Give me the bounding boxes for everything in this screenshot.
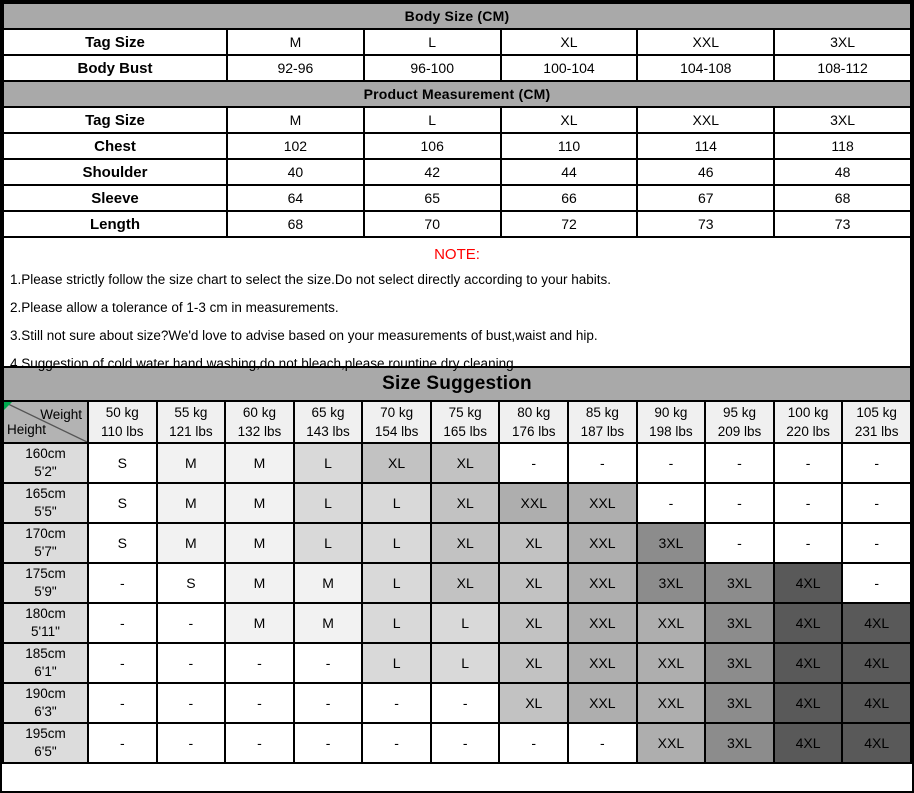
size-cell: XL [499,603,568,643]
weight-kg: 70 kg [380,405,414,420]
size-cell: - [88,643,157,683]
size-cell: XL [499,523,568,563]
size-cell: - [568,443,637,483]
weight-kg: 100 kg [787,405,829,420]
size-suggestion-title: Size Suggestion [3,367,911,401]
height-label [3,643,88,683]
size-cell: - [842,523,911,563]
weight-lbs: 220 lbs [786,424,830,439]
size-suggestion-row [3,603,911,643]
spec-value: 46 [637,159,774,185]
size-cell: - [705,483,774,523]
spec-value: M [227,107,364,133]
size-cell: - [157,603,226,643]
weight-header-cell [225,401,294,443]
size-cell: M [157,483,226,523]
height-label [3,443,88,483]
size-cell: - [88,603,157,643]
weight-header-cell [157,401,226,443]
spec-value: 100-104 [501,55,638,81]
size-cell: - [774,483,843,523]
size-cell: - [842,443,911,483]
size-cell: XXL [568,523,637,563]
size-suggestion-row [3,683,911,723]
size-cell: XXL [568,483,637,523]
section-header-row [3,81,911,107]
height-label [3,483,88,523]
size-cell: - [225,683,294,723]
size-cell: - [225,643,294,683]
spec-value: 70 [364,211,501,237]
note-item: 3.Still not sure about size?We'd love to advise based on your measurements of bust,waist and hip. [10,328,598,343]
row-label: Tag Size [3,107,227,133]
spec-value: 68 [227,211,364,237]
size-cell: S [88,483,157,523]
size-cell: - [88,563,157,603]
size-cell: M [225,563,294,603]
weight-header-cell [88,401,157,443]
size-cell: 3XL [705,723,774,763]
size-cell: - [362,723,431,763]
product-measurement-table [2,80,912,238]
size-suggestion-row [3,523,911,563]
spec-row [3,29,911,55]
weight-lbs: 187 lbs [580,424,625,439]
height-cm: 160cm [25,446,66,461]
size-cell: - [637,443,706,483]
weight-header-cell [774,401,843,443]
spec-value: 110 [501,133,638,159]
height-imperial: 6'5" [34,744,57,759]
note-title: NOTE: [434,246,480,263]
size-cell: M [157,443,226,483]
spec-value: 3XL [774,29,911,55]
size-cell: XXL [568,603,637,643]
spec-value: 73 [637,211,774,237]
spec-value: 106 [364,133,501,159]
weight-lbs: 121 lbs [169,424,213,439]
weight-lbs: 143 lbs [306,424,350,439]
spec-value: 118 [774,133,911,159]
size-cell: XXL [637,723,706,763]
spec-value: 108-112 [774,55,911,81]
weight-kg: 65 kg [311,405,345,420]
size-cell: XXL [637,603,706,643]
spec-value: 114 [637,133,774,159]
size-cell: - [225,723,294,763]
weight-header-row [3,401,911,443]
row-label: Chest [3,133,227,159]
weight-kg: 60 kg [242,405,276,420]
height-cm: 190cm [25,686,66,701]
size-cell: XXL [499,483,568,523]
size-cell: XL [499,563,568,603]
weight-lbs: 176 lbs [511,424,556,439]
size-cell: - [157,683,226,723]
size-cell: 3XL [637,523,706,563]
spec-value: 102 [227,133,364,159]
size-cell: L [362,523,431,563]
weight-header-cell [499,401,568,443]
size-cell: S [88,443,157,483]
size-cell: L [362,643,431,683]
size-suggestion-row [3,443,911,483]
size-cell: - [637,483,706,523]
row-label: Body Bust [3,55,227,81]
weight-header-cell [362,401,431,443]
spec-value: 3XL [774,107,911,133]
section-header-row [3,3,911,29]
size-cell: 3XL [705,683,774,723]
weight-header-cell [568,401,637,443]
height-imperial: 6'3" [34,704,57,719]
weight-kg: 105 kg [856,405,897,420]
height-label [3,523,88,563]
spec-row [3,107,911,133]
size-suggestion-table [2,366,912,764]
size-cell: XXL [637,683,706,723]
height-label [3,603,88,643]
size-cell: - [294,683,363,723]
row-label: Shoulder [3,159,227,185]
height-cm: 195cm [25,726,66,741]
body-size-table [2,2,912,82]
size-cell: - [362,683,431,723]
size-cell: 4XL [774,723,843,763]
note-item: 1.Please strictly follow the size chart to select the size.Do not select directly according to your habits. [10,272,612,287]
size-cell: 4XL [842,683,911,723]
height-label [3,683,88,723]
spec-row [3,133,911,159]
spec-value: 44 [501,159,638,185]
size-cell: - [774,523,843,563]
height-imperial: 5'11" [31,624,60,639]
section-header-row [3,367,911,401]
row-label: Length [3,211,227,237]
spec-value: XXL [637,107,774,133]
spec-row [3,159,911,185]
size-cell: - [157,723,226,763]
size-cell: M [225,483,294,523]
corner-weight-label: Weight [40,407,82,422]
spec-value: 92-96 [227,55,364,81]
size-cell: - [88,723,157,763]
spec-row [3,185,911,211]
size-cell: 3XL [705,603,774,643]
spec-value: 67 [637,185,774,211]
height-imperial: 5'2" [34,464,57,479]
size-cell: L [294,523,363,563]
weight-header-cell [842,401,911,443]
size-cell: XL [431,443,500,483]
size-cell: - [499,443,568,483]
size-cell: M [225,603,294,643]
spec-value: 42 [364,159,501,185]
weight-kg: 50 kg [105,405,139,420]
size-cell: XL [499,643,568,683]
size-cell: XL [431,483,500,523]
spec-value: 66 [501,185,638,211]
note-item: 4.Suggestion of cold water hand washing,do not bleach,please rountine dry cleaning. [10,356,518,371]
weight-kg: 95 kg [722,405,756,420]
size-cell: M [225,523,294,563]
size-cell: L [362,603,431,643]
row-label: Tag Size [3,29,227,55]
spec-value: 104-108 [637,55,774,81]
height-imperial: 6'1" [34,664,57,679]
height-imperial: 5'5" [34,504,57,519]
height-cm: 180cm [25,606,66,621]
size-cell: M [294,563,363,603]
size-cell: XXL [568,643,637,683]
height-imperial: 5'9" [34,584,57,599]
size-cell: XXL [568,563,637,603]
size-cell: 4XL [774,563,843,603]
height-cm: 165cm [25,486,66,501]
size-cell: S [88,523,157,563]
note-section [2,238,912,371]
weight-lbs: 231 lbs [854,424,899,439]
size-cell: L [362,483,431,523]
size-cell: 3XL [705,643,774,683]
size-cell: - [157,643,226,683]
weight-kg: 85 kg [585,405,619,420]
weight-lbs: 132 lbs [237,424,282,439]
size-cell: XL [362,443,431,483]
size-cell: - [294,643,363,683]
product-measurement-title: Product Measurement (CM) [3,81,911,107]
green-corner-marker [4,402,12,410]
size-cell: 4XL [774,643,843,683]
body-size-title: Body Size (CM) [3,3,911,29]
size-suggestion-row [3,723,911,763]
size-cell: L [294,483,363,523]
size-cell: L [431,603,500,643]
size-suggestion-row [3,563,911,603]
spec-value: 64 [227,185,364,211]
size-cell: XL [431,563,500,603]
size-cell: 4XL [842,603,911,643]
size-cell: 3XL [705,563,774,603]
spec-value: 73 [774,211,911,237]
size-cell: XL [431,523,500,563]
spec-value: 65 [364,185,501,211]
height-cm: 175cm [25,566,66,581]
size-cell: - [431,683,500,723]
weight-header-cell [431,401,500,443]
size-cell: - [842,563,911,603]
size-cell: XXL [637,643,706,683]
spec-value: XL [501,29,638,55]
spec-value: L [364,107,501,133]
weight-header-cell [705,401,774,443]
spec-row [3,211,911,237]
weight-lbs: 165 lbs [443,424,487,439]
weight-lbs: 209 lbs [717,424,762,439]
size-cell: S [157,563,226,603]
size-cell: - [842,483,911,523]
size-cell: - [499,723,568,763]
row-label: Sleeve [3,185,227,211]
spec-value: L [364,29,501,55]
spec-value: M [227,29,364,55]
spec-value: 48 [774,159,911,185]
size-suggestion-row [3,643,911,683]
size-cell: 4XL [842,723,911,763]
size-cell: - [705,523,774,563]
weight-lbs: 154 lbs [374,424,419,439]
weight-lbs: 110 lbs [101,424,144,439]
size-suggestion-row [3,483,911,523]
size-cell: 4XL [774,603,843,643]
size-cell: - [88,683,157,723]
weight-kg: 55 kg [174,405,208,420]
size-cell: XL [499,683,568,723]
size-cell: - [431,723,500,763]
height-label [3,723,88,763]
spec-value: 40 [227,159,364,185]
note-list [10,272,904,371]
spec-row [3,55,911,81]
size-cell: M [294,603,363,643]
weight-lbs: 198 lbs [649,424,693,439]
height-cm: 170cm [25,526,66,541]
spec-value: XL [501,107,638,133]
note-item: 2.Please allow a tolerance of 1-3 cm in measurements. [10,300,339,315]
size-cell: M [157,523,226,563]
weight-kg: 80 kg [517,405,551,420]
spec-value: 96-100 [364,55,501,81]
size-cell: - [705,443,774,483]
size-cell: 4XL [774,683,843,723]
size-cell: L [362,563,431,603]
size-cell: - [568,723,637,763]
height-imperial: 5'7" [34,544,57,559]
size-cell: L [431,643,500,683]
weight-header-cell [637,401,706,443]
height-label [3,563,88,603]
height-cm: 185cm [25,646,66,661]
size-cell: - [294,723,363,763]
corner-height-label: Height [7,422,47,437]
size-cell: L [294,443,363,483]
size-cell: M [225,443,294,483]
weight-kg: 90 kg [654,405,688,420]
weight-kg: 75 kg [448,405,482,420]
corner-cell [3,401,88,443]
weight-header-cell [294,401,363,443]
spec-value: 72 [501,211,638,237]
spec-value: XXL [637,29,774,55]
size-cell: XXL [568,683,637,723]
size-cell: 4XL [842,643,911,683]
spec-value: 68 [774,185,911,211]
size-cell: - [774,443,843,483]
size-cell: 3XL [637,563,706,603]
